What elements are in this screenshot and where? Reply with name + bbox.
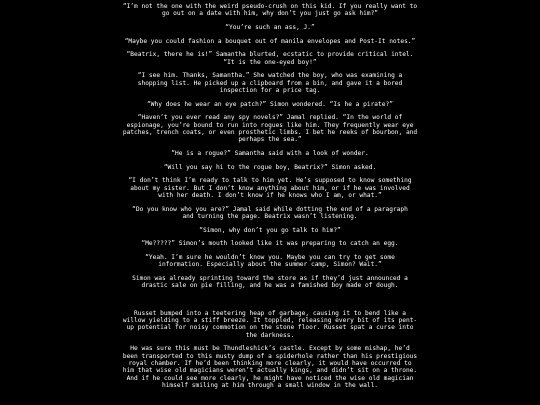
paragraph: He was sure this must be Thundleshick’s castle. Except by some mishap, he’d been transported to this musty dump of a spiderhole rather than his prestigious royal chamber. If he’d been thinking more clearly, it would have occurred to him that wise old magicians weren’t actually kings, and didn’t sit on a throne. And if he could see more clearly, he might have noticed the wise old magician himself smiling at him through a small window in the wall. (122, 345, 418, 389)
scene-break (0, 296, 540, 310)
paragraph: “Beatrix, there he is!” Samantha blurted, ecstatic to provide critical intel. “It is the one-eyed boy!” (126, 51, 414, 66)
paragraph: “Maybe you could fashion a bouquet out of manila envelopes and Post-It notes.” (124, 37, 416, 45)
paragraph: “Will you say hi to the rogue boy, Beatrix?” Simon asked. (163, 163, 377, 171)
paragraph: “I don’t think I’m ready to talk to him yet. He’s supposed to know something about my sister. But I don’t know anything about him, or if he was involved with her death. I don’t know if he knows who I am, or what.” (128, 177, 412, 199)
paragraph: “You’re such an ass, J.” (225, 23, 315, 31)
paragraph: “I see him. Thanks, Samantha.” She watched the boy, who was examining a shopping list. He picked up a clipboard from a bin, and gave it a bored inspection for a price tag. (137, 72, 403, 94)
paragraph: “Simon, why don’t you go talk to him?” (199, 226, 341, 234)
paragraph: “Yeah. I’m sure he wouldn’t know you. Maybe you can try to get some information. Especially about the summer camp, Simon? Wait.” (145, 253, 395, 269)
scene-one (0, 3, 540, 289)
paragraph: “Why does he wear an eye patch?” Simon wondered. “Is he a pirate?” (147, 100, 393, 108)
paragraph: “He is a rogue?” Samantha said with a look of wonder. (171, 149, 369, 157)
document-body (0, 3, 540, 396)
paragraph: Simon was already sprinting toward the store as if they’d just announced a drastic sale on pie filling, and he was a famished boy made of dough. (132, 274, 408, 290)
paragraph: “Do you know who you are?” Jamal said while dotting the end of a paragraph and turning the page. Beatrix wasn’t listening. (132, 205, 408, 220)
paragraph: “I’m not the one with the weird pseudo-crush on this kid. If you really want to go out on a date with him, why don’t you just go ask him?” (122, 3, 418, 18)
paragraph: “Me?????” Simon’s mouth looked like it was preparing to catch an egg. (141, 240, 399, 248)
paragraph: Russet bumped into a teetering heap of garbage, causing it to bend like a willow yielding to a stiff breeze. It toppled, releasing every bit of its pent- up potential for noisy commotion on the stone floor. Russet spat a curse into the darkness. (122, 309, 418, 339)
paragraph: “Haven’t you ever read any spy novels?” Jamal replied. “In the world of espionage, you’re bound to run into rogues like him. They frequently wear eye patches, trench coats, or even prosthetic limbs. I bet he reeks of bourbon, and perhaps the sea.” (122, 114, 418, 144)
scene-two (0, 310, 540, 389)
